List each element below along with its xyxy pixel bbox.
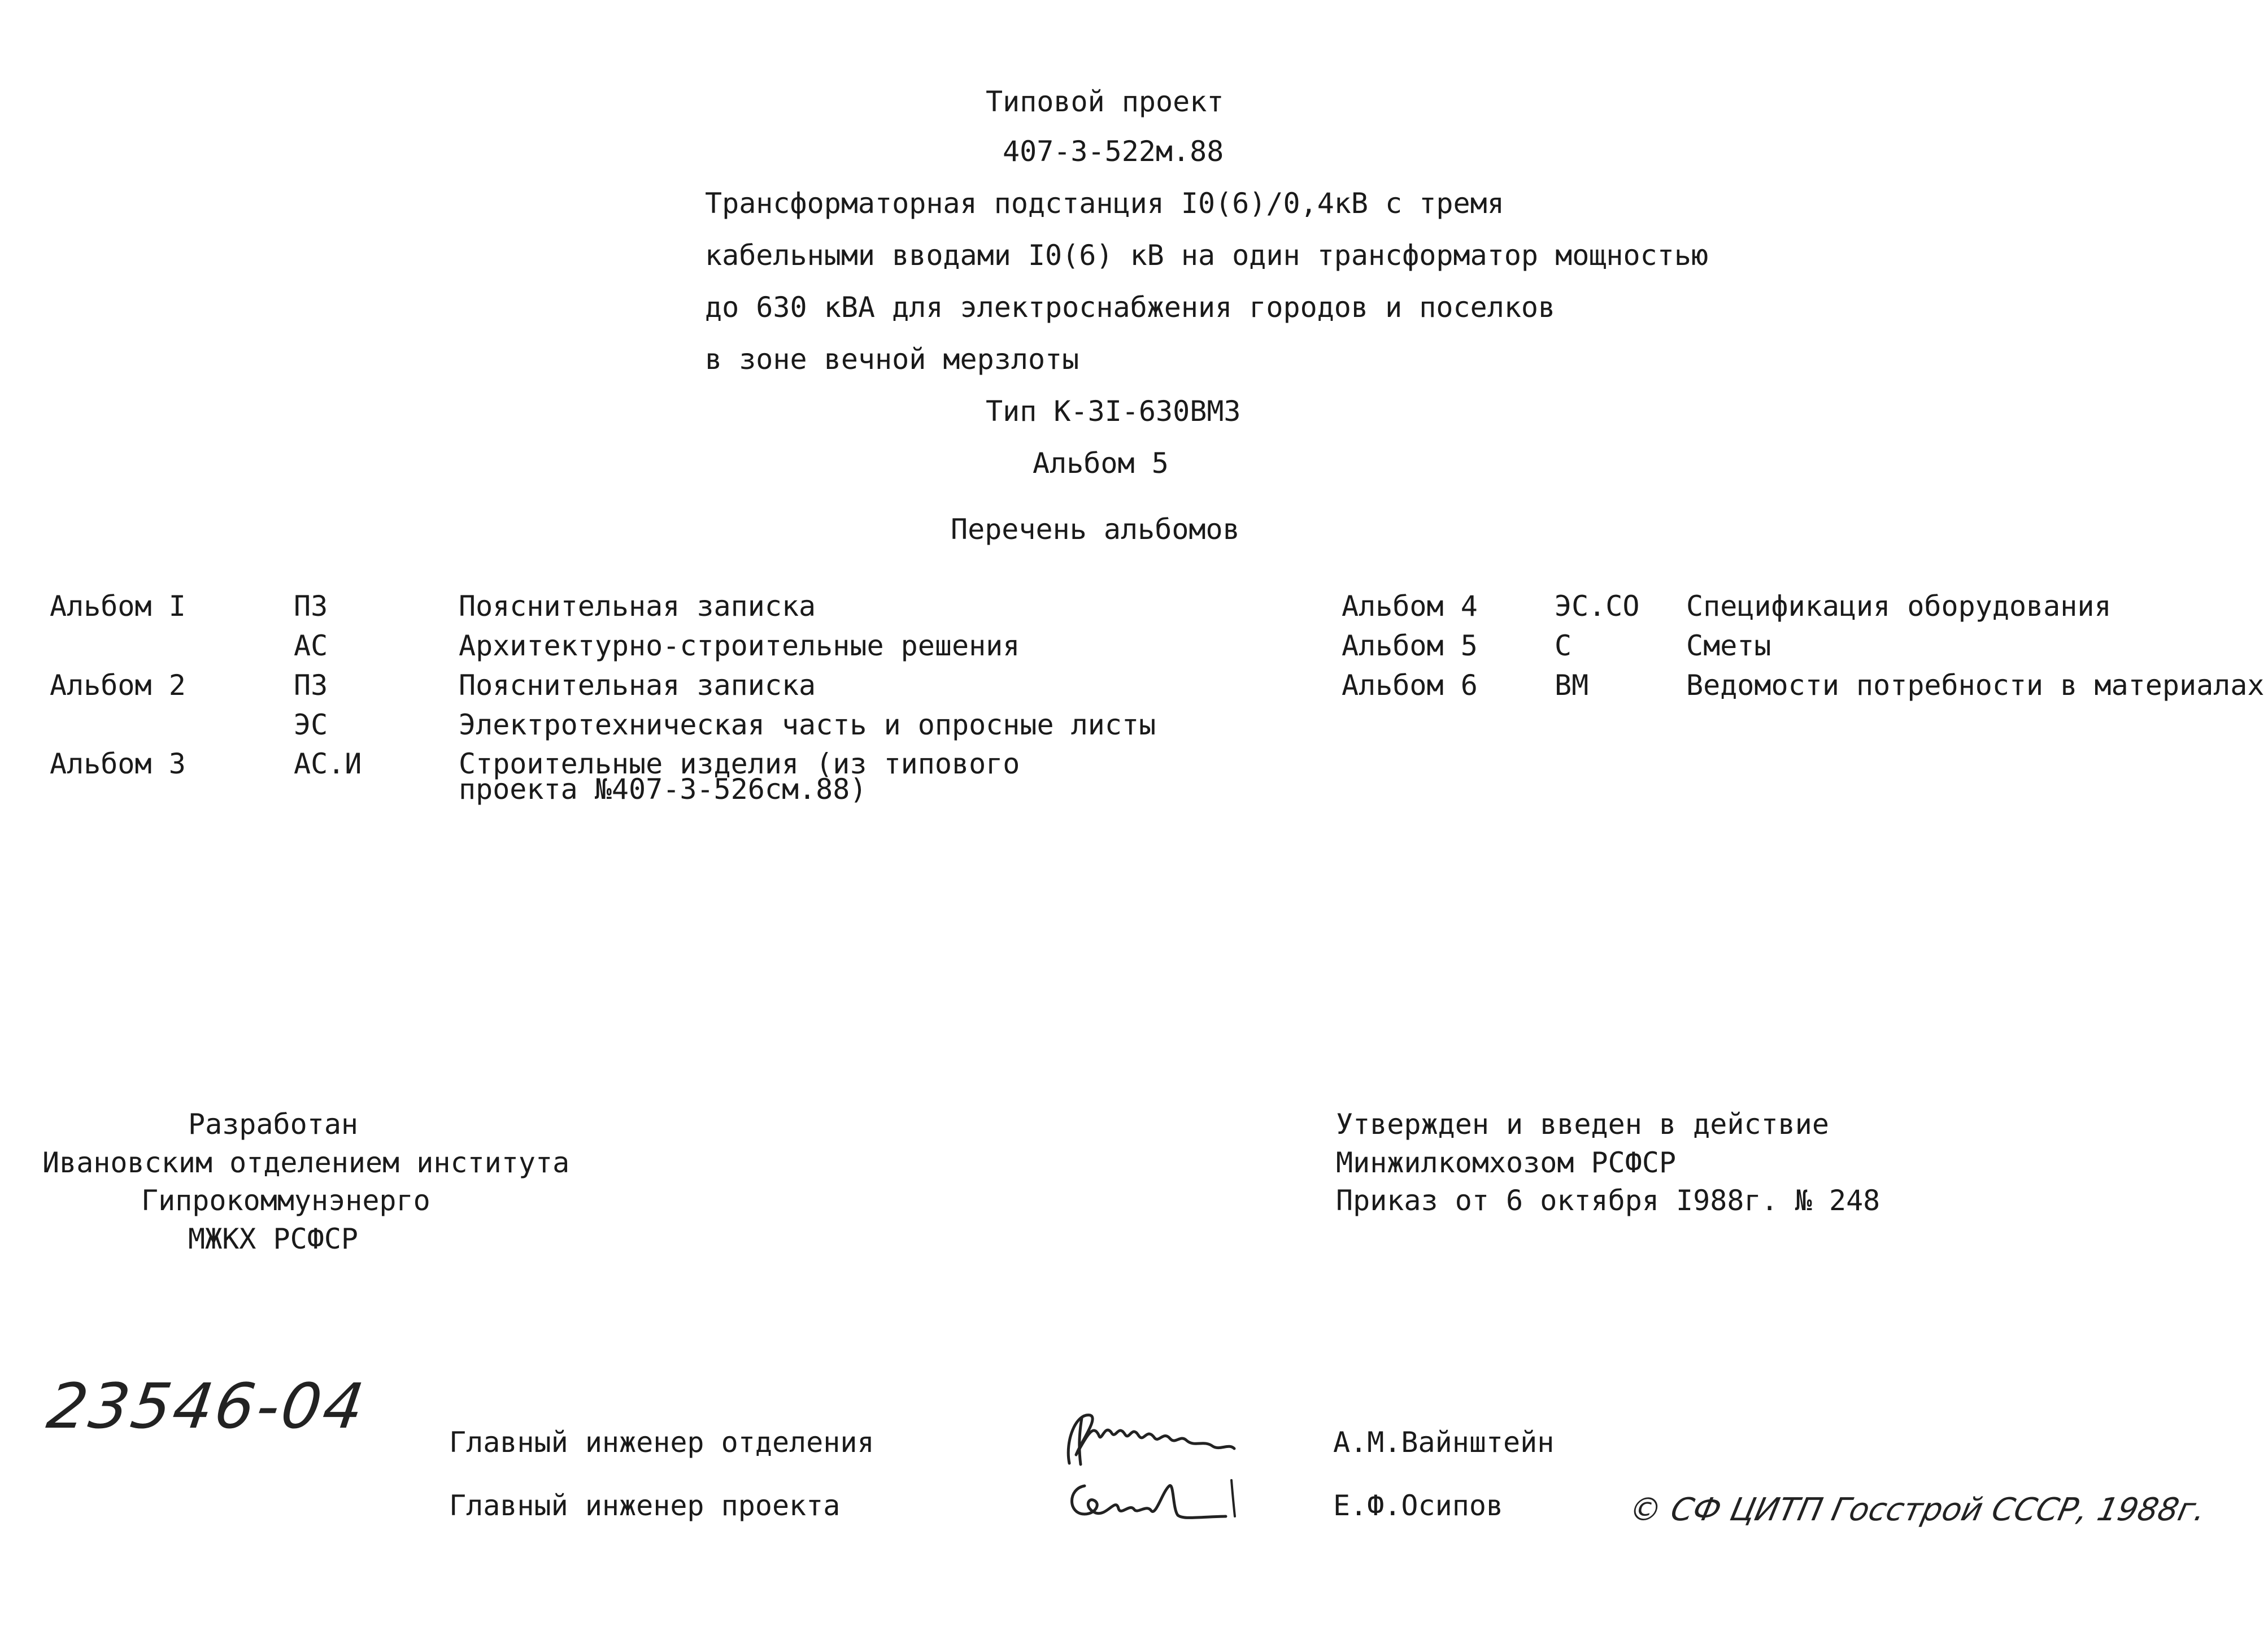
album-title: Электротехническая часть и опросные листы [459,708,1156,741]
album-label: Альбом 5 [1033,447,1169,480]
handwritten-signature-1 [1059,1401,1240,1475]
album-name: Альбом 6 [1342,669,1478,702]
album-code: ПЗ [294,669,328,702]
project-number: 407-3-522м.88 [1003,135,1224,168]
title-line-1: Трансформаторная подстанция I0(6)/0,4кВ с тремя [705,187,1504,220]
album-code: АС.И [294,747,362,780]
signature-role: Главный инженер проекта [449,1489,841,1522]
album-name: Альбом 4 [1342,590,1478,623]
developed-line: МЖКХ РСФСР [188,1223,359,1255]
approved-line: Минжилкомхозом РСФСР [1336,1146,1677,1179]
signature-role: Главный инженер отделения [449,1426,874,1459]
album-list-heading: Перечень альбомов [951,513,1240,546]
album-code: ПЗ [294,590,328,623]
handwritten-signature-2 [1062,1469,1243,1531]
approved-line: Приказ от 6 октября I988г. № 248 [1336,1184,1880,1217]
developed-line: Гипрокоммунэнерго [141,1184,430,1217]
album-title-continued: проекта №407-3-526см.88) [459,773,867,806]
album-name: Альбом 2 [50,669,186,702]
album-title: Строительные изделия (из типового [459,747,1020,780]
approved-line: Утвержден и введен в действие [1336,1108,1829,1141]
developed-line: Разработан [188,1108,359,1141]
album-code: ЭС [294,708,328,741]
title-line-3: до 630 кВА для электроснабжения городов и поселков [705,291,1556,324]
album-title: Архитектурно-строительные решения [459,629,1020,662]
album-title: Пояснительная записка [459,590,816,623]
doc-type: Типовой проект [986,85,1224,118]
album-name: Альбом I [50,590,186,623]
album-name: Альбом 3 [50,747,186,780]
album-title: Пояснительная записка [459,669,816,702]
album-code: ЭС.СО [1555,590,1640,623]
developed-line: Ивановским отделением института [42,1146,570,1179]
title-line-4: в зоне вечной мерзлоты [705,343,1079,376]
album-code: С [1555,629,1572,662]
title-line-2: кабельными вводами I0(6) кВ на один трансформатор мощностью [705,239,1709,272]
type-label: Тип К-3I-630ВМЗ [986,395,1241,428]
signature-name: Е.Ф.Осипов [1333,1489,1504,1522]
album-title: Сметы [1686,629,1771,662]
inventory-number: 23546-04 [43,1370,371,1442]
album-code: АС [294,629,328,662]
signature-name: А.М.Вайнштейн [1333,1426,1555,1459]
album-name: Альбом 5 [1342,629,1478,662]
album-title: Ведомости потребности в материалах [1686,669,2265,702]
album-code: ВМ [1555,669,1589,702]
album-title: Спецификация оборудования [1686,590,2112,623]
copyright-note: © СФ ЦИТП Госстрой СССР, 1988г. [1626,1491,2209,1528]
